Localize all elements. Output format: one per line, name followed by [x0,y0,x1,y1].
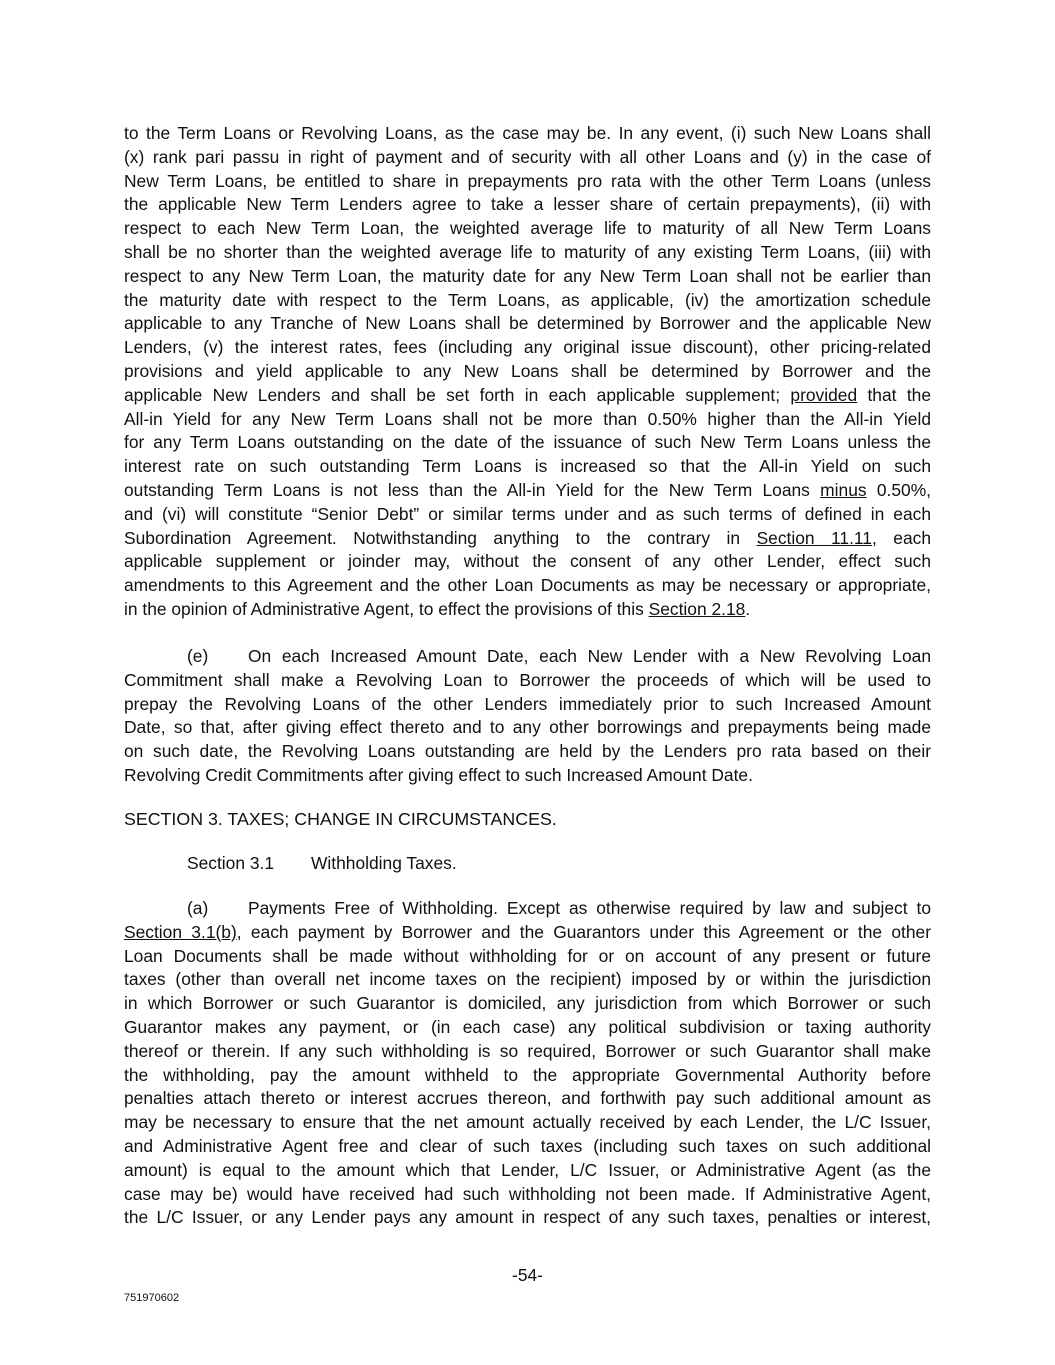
subsection-title: Withholding Taxes. [311,853,457,873]
text-line: for any Term Loans outstanding on the date of the issuance of such New Term Loans unless the [124,432,931,453]
text-run: Payments Free of Withholding. Except as otherwise required by law and subject to [248,898,931,918]
text-run: , each payment by Borrower and the Guarantors under this Agreement or the other [236,921,931,942]
text-line: New Term Loans, be entitled to share in prepayments pro rata with the other Term Loans (unless [124,170,931,191]
paragraph-a [124,897,931,1230]
text-line: Revolving Credit Commitments after giving effect to such Increased Amount Date. [124,764,753,785]
text-line: to the Term Loans or Revolving Loans, as the case may be. In any event, (i) such New Loans shall [124,123,931,143]
text-line: Lenders, (v) the interest rates, fees (including any original issue discount), other pricing-related [124,337,931,358]
text-run: , each [871,527,931,548]
text-line: penalties attach thereto or interest accrues thereon, and forthwith pay such additional amount as [124,1088,931,1109]
text-line: case may be) would have received had such withholding not been made. If Administrative Agent, [124,1183,931,1204]
section-2-18-reference: Section 2.18 [648,598,746,619]
text-line [124,479,931,503]
text-line: in which Borrower or such Guarantor is domiciled, any jurisdiction from which Borrower or such [124,993,931,1014]
paragraph-marker: (e) [187,646,209,666]
text-line: shall be no shorter than the weighted average life to maturity of any existing Term Loans, (iii) with [124,241,931,262]
section-11-11-reference: Section 11.11 [756,527,872,548]
document-id: 751970602 [124,1292,180,1304]
minus-term: minus [820,479,867,500]
section-3-1-b-reference: Section 3.1(b) [124,921,237,942]
provided-term: provided [790,384,858,405]
text-run: outstanding Term Loans is not less than the All-in Yield for the New Term Loans [124,479,821,500]
text-line: interest rate on such outstanding Term Loans is increased so that the All-in Yield on such [124,456,931,477]
text-run: On each Increased Amount Date, each New Lender with a New Revolving Loan [248,646,931,666]
text-line: the L/C Issuer, or any Lender pays any amount in respect of any such taxes, penalties or interest, [124,1207,931,1228]
text-line [124,598,931,622]
subsection-number: Section 3.1 [187,853,275,873]
text-line: the withholding, pay the amount withheld to the appropriate Governmental Authority before [124,1064,931,1085]
text-line: may be necessary to ensure that the net amount actually received by each Lender, the L/C Issuer, [124,1112,931,1133]
text-line: All-in Yield for any New Term Loans shall not be more than 0.50% higher than the All-in Yield [124,408,931,429]
text-line: and (vi) will constitute “Senior Debt” or similar terms under and as such terms of defined in each [124,503,931,524]
text-line: provisions and yield applicable to any New Loans shall be determined by Borrower and the [124,360,931,381]
text-line: respect to any New Term Loan, the maturity date for any New Term Loan shall not be earlier than [124,265,931,286]
text-line: Guarantor makes any payment, or (in each case) any political subdivision or taxing authority [124,1016,931,1037]
text-line [124,921,931,945]
text-line [124,384,931,408]
text-line: and Administrative Agent free and clear of such taxes (including such taxes on such additional [124,1135,931,1156]
page-number: -54- [512,1265,543,1285]
text-line: taxes (other than overall net income taxes on the recipient) imposed by or within the jurisdiction [124,969,931,990]
text-line [124,645,931,669]
text-line: the applicable New Term Lenders agree to take a lesser share of certain prepayments), (ii) with [124,194,931,215]
text-run: Subordination Agreement. Notwithstanding anything to the contrary in [124,527,757,548]
paragraph-term-loans [124,122,931,622]
text-line: amount) is equal to the amount which that Lender, L/C Issuer, or Administrative Agent (as the [124,1159,931,1180]
text-line: the maturity date with respect to the Term Loans, as applicable, (iv) the amortization schedule [124,289,931,310]
text-line: Commitment shall make a Revolving Loan to Borrower the proceeds of which will be used to [124,669,931,690]
text-line: Loan Documents shall be made without withholding for or on account of any present or future [124,945,931,966]
text-line: applicable to any Tranche of New Loans shall be determined by Borrower and the applicable New [124,313,931,334]
text-line: applicable supplement or joinder may, without the consent of any other Lender, effect such [124,551,931,572]
text-line [124,897,931,921]
text-run: applicable New Lenders and shall be set forth in each applicable supplement; [124,384,791,405]
text-run: that the [857,384,931,405]
text-line: on such date, the Revolving Loans outstanding are held by the Lenders pro rata based on their [124,741,931,762]
text-line: (x) rank pari passu in right of payment and of security with all other Loans and (y) in the case of [124,146,931,167]
text-line [124,527,931,551]
subsection-heading [187,852,457,876]
text-line: amendments to this Agreement and the other Loan Documents as may be necessary or appropriate, [124,575,931,596]
paragraph-marker: (a) [187,898,209,918]
text-run: 0.50%, [866,479,932,500]
text-line: respect to each New Term Loan, the weighted average life to maturity of all New Term Loans [124,218,931,239]
paragraph-e [124,645,931,788]
section-3-heading: SECTION 3. TAXES; CHANGE IN CIRCUMSTANCES. [124,809,557,829]
text-run: . [745,598,751,619]
text-run: in the opinion of Administrative Agent, to effect the provisions of this [124,598,649,619]
text-line: prepay the Revolving Loans of the other Lenders immediately prior to such Increased Amount [124,693,931,714]
text-line: thereof or therein. If any such withholding is so required, Borrower or such Guarantor shall make [124,1040,931,1061]
text-line: Date, so that, after giving effect thereto and to any other borrowings and prepayments being made [124,717,931,738]
